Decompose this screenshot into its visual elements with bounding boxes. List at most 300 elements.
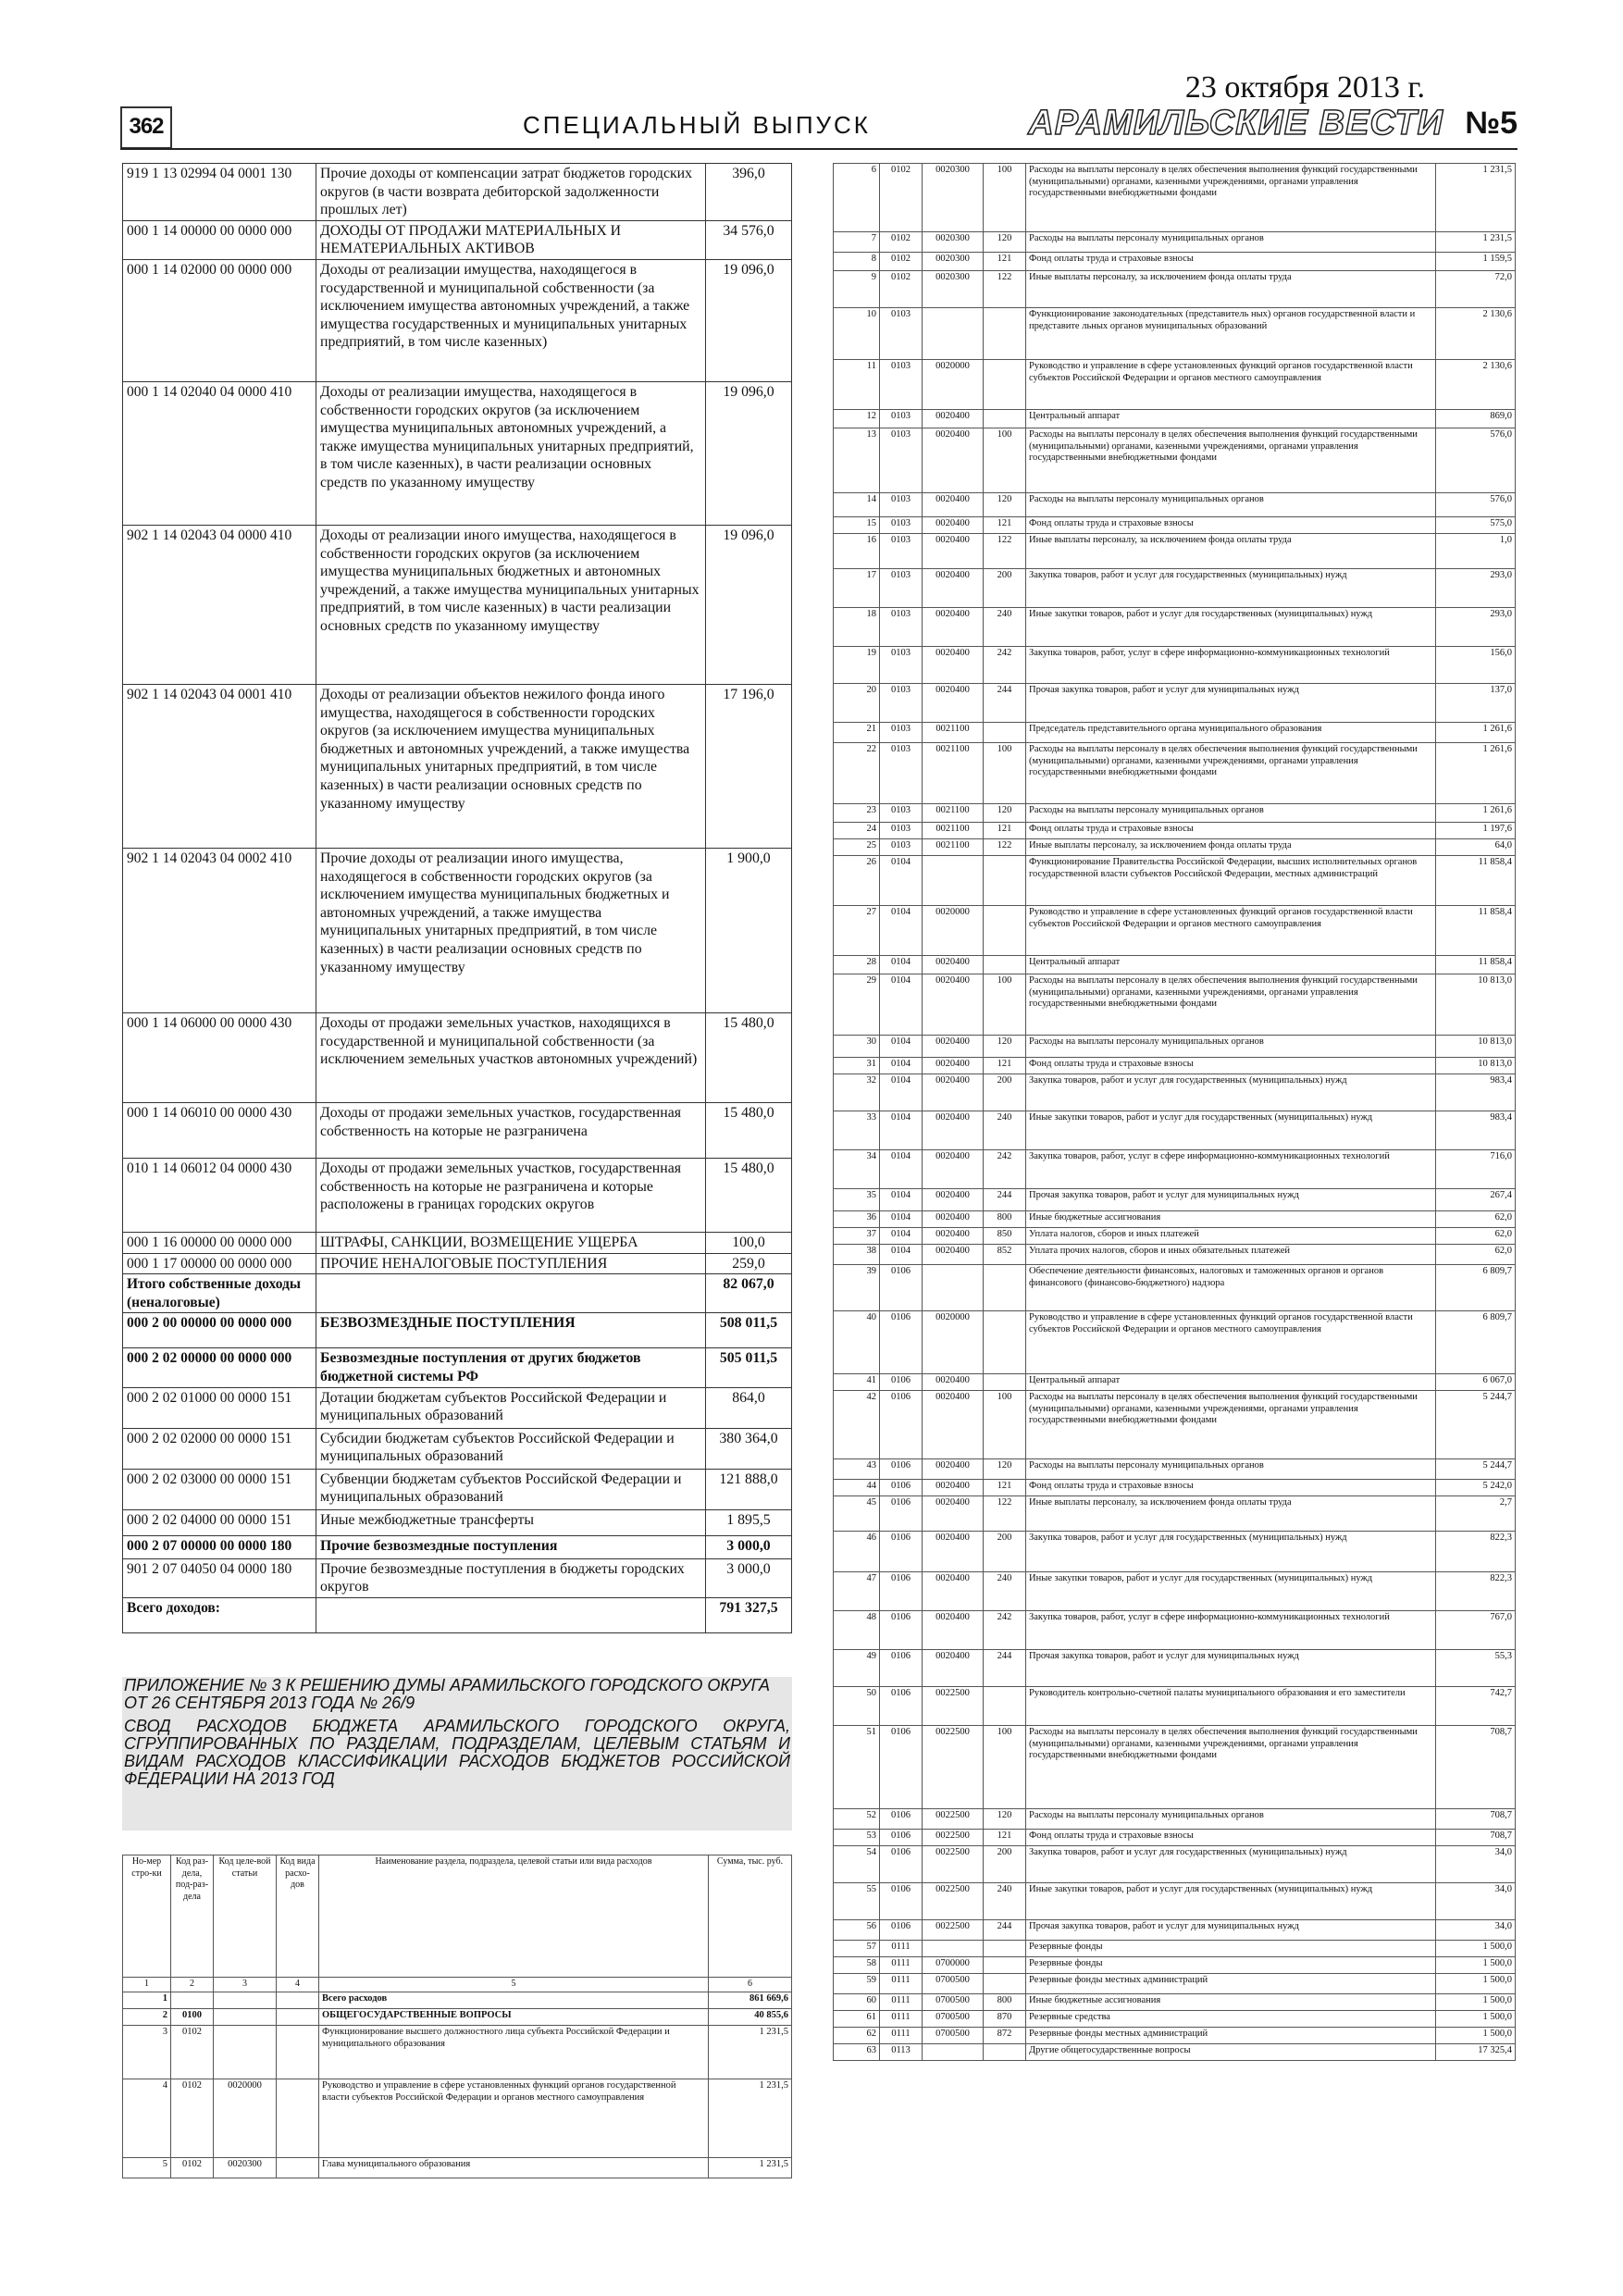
expense-target-code: 0022500 — [923, 1883, 984, 1920]
expense-sum: 822,3 — [1436, 1532, 1516, 1572]
expense-line-no: 52 — [834, 1809, 880, 1830]
expense-name: ОБЩЕГОСУДАРСТВЕННЫЕ ВОПРОСЫ — [319, 2009, 709, 2026]
expense-section-code: 0106 — [880, 1687, 923, 1726]
income-name: Доходы от продажи земельных участков, государственная собственность на которые не разграничена и которые расположены в границах городских округов — [316, 1158, 706, 1232]
income-name: Иные межбюджетные трансферты — [316, 1509, 706, 1535]
income-code: 000 2 00 00000 00 0000 000 — [123, 1313, 316, 1348]
expense-name: Председатель представительного органа муниципального образования — [1026, 723, 1436, 743]
income-sum: 15 480,0 — [706, 1158, 792, 1232]
expense-section-code: 0104 — [880, 1036, 923, 1058]
expense-row — [834, 974, 1516, 1036]
expense-target-code: 0020400 — [923, 517, 984, 534]
expense-sum: 1 500,0 — [1436, 2011, 1516, 2028]
expense-row — [834, 493, 1516, 517]
expense-section-code: 0106 — [880, 1391, 923, 1459]
income-sum: 15 480,0 — [706, 1012, 792, 1102]
expense-sum: 716,0 — [1436, 1150, 1516, 1189]
expense-type-code: 121 — [984, 823, 1026, 839]
expense-line-no: 58 — [834, 1957, 880, 1974]
expense-section-code: 0111 — [880, 1974, 923, 1994]
expense-target-code: 0020400 — [923, 1058, 984, 1074]
expense-target-code: 0020400 — [923, 1496, 984, 1532]
expense-type-code: 100 — [984, 743, 1026, 804]
expense-row — [834, 906, 1516, 956]
expense-name: Обеспечение деятельности финансовых, налоговых и таможенных органов и органов финансового (финансово-бюджетного) надзора — [1026, 1265, 1436, 1311]
expense-row — [834, 1480, 1516, 1496]
expense-target-code: 0020400 — [923, 608, 984, 647]
expense-name: Резервные фонды местных администраций — [1026, 1974, 1436, 1994]
expense-type-code: 240 — [984, 1111, 1026, 1150]
expense-section-code: 0104 — [880, 1245, 923, 1265]
expense-name: Резервные фонды — [1026, 1957, 1436, 1974]
expense-sum: 1 197,6 — [1436, 823, 1516, 839]
income-row — [123, 164, 792, 221]
income-sum: 3 000,0 — [706, 1558, 792, 1597]
expense-row — [834, 1374, 1516, 1391]
income-sum: 15 480,0 — [706, 1102, 792, 1158]
expense-name: Иные бюджетные ассигнования — [1026, 1994, 1436, 2011]
expense-row — [834, 804, 1516, 823]
expense-type-code — [277, 2079, 319, 2158]
expense-target-code: 0020400 — [923, 1374, 984, 1391]
expense-name: Иные выплаты персоналу, за исключением фонда оплаты труда — [1026, 1496, 1436, 1532]
expense-line-no: 4 — [123, 2079, 171, 2158]
expense-type-code — [984, 308, 1026, 360]
income-row — [123, 1102, 792, 1158]
expense-sum: 1,0 — [1436, 534, 1516, 569]
income-row — [123, 525, 792, 684]
expense-section-code: 0106 — [880, 1650, 923, 1687]
expense-row — [834, 647, 1516, 684]
appendix-title: ПРИЛОЖЕНИЕ № 3 К РЕШЕНИЮ ДУМЫ АРАМИЛЬСКОГО ГОРОДСКОГО ОКРУГА ОТ 26 СЕНТЯБРЯ 2013 ГОДА № 26/9 — [124, 1676, 771, 1712]
expense-sum: 869,0 — [1436, 410, 1516, 428]
expense-section-code: 0104 — [880, 956, 923, 974]
expense-row — [123, 2026, 792, 2079]
expense-line-no: 2 — [123, 2009, 171, 2026]
expense-header-cell: Код вида расхо-дов — [277, 1855, 319, 1978]
expense-type-code — [984, 1974, 1026, 1994]
expense-target-code: 0020400 — [923, 1036, 984, 1058]
income-sum: 505 011,5 — [706, 1348, 792, 1387]
expense-section-code: 0104 — [880, 906, 923, 956]
expense-name: Руководитель контрольно-счетной палаты муниципального образования и его заместители — [1026, 1687, 1436, 1726]
expense-name: Закупка товаров, работ и услуг для государственных (муниципальных) нужд — [1026, 1846, 1436, 1883]
expense-section-code: 0103 — [880, 608, 923, 647]
expense-target-code: 0020400 — [923, 1480, 984, 1496]
expense-section-code: 0104 — [880, 1189, 923, 1211]
income-code: 902 1 14 02043 04 0000 410 — [123, 525, 316, 684]
expense-target-code: 0020400 — [923, 428, 984, 493]
expense-section-code: 0106 — [880, 1920, 923, 1941]
expense-sum: 1 500,0 — [1436, 1957, 1516, 1974]
expense-type-code: 100 — [984, 1391, 1026, 1459]
expense-line-no: 13 — [834, 428, 880, 493]
expense-target-code: 0700500 — [923, 1994, 984, 2011]
expense-line-no: 43 — [834, 1459, 880, 1480]
expense-type-code: 121 — [984, 517, 1026, 534]
expense-type-code: 240 — [984, 608, 1026, 647]
expense-section-code: 0103 — [880, 308, 923, 360]
expense-name: Иные закупки товаров, работ и услуг для государственных (муниципальных) нужд — [1026, 1111, 1436, 1150]
income-row — [123, 1428, 792, 1469]
expense-name: Уплата прочих налогов, сборов и иных обязательных платежей — [1026, 1245, 1436, 1265]
income-code: 902 1 14 02043 04 0002 410 — [123, 848, 316, 1012]
expense-type-code: 121 — [984, 253, 1026, 271]
expense-sum: 40 855,6 — [709, 2009, 792, 2026]
expense-sum: 55,3 — [1436, 1650, 1516, 1687]
expense-row — [834, 271, 1516, 308]
expense-target-code: 0020400 — [923, 569, 984, 608]
expense-type-code: 200 — [984, 1074, 1026, 1111]
expense-row — [834, 1532, 1516, 1572]
expense-type-code: 242 — [984, 1611, 1026, 1650]
expense-sum: 708,7 — [1436, 1809, 1516, 1830]
income-sum: 121 888,0 — [706, 1469, 792, 1509]
expense-section-code: 0111 — [880, 1957, 923, 1974]
expense-type-code — [984, 1374, 1026, 1391]
expense-section-code: 0106 — [880, 1809, 923, 1830]
expense-sum: 1 159,5 — [1436, 253, 1516, 271]
expense-row — [834, 1611, 1516, 1650]
expense-target-code: 0020400 — [923, 1211, 984, 1228]
expense-sum: 1 261,6 — [1436, 723, 1516, 743]
expense-target-code: 0020400 — [923, 1611, 984, 1650]
expense-target-code: 0020400 — [923, 647, 984, 684]
expense-target-code — [923, 1265, 984, 1311]
expense-name: Прочая закупка товаров, работ и услуг для муниципальных нужд — [1026, 1189, 1436, 1211]
expense-section-code: 0113 — [880, 2044, 923, 2061]
expense-name: Расходы на выплаты персоналу муниципальных органов — [1026, 1036, 1436, 1058]
expense-name: Закупка товаров, работ, услуг в сфере информационно-коммуникационных технологий — [1026, 1611, 1436, 1650]
income-name: Субсидии бюджетам субъектов Российской Федерации и муниципальных образований — [316, 1428, 706, 1469]
expense-target-code: 0020400 — [923, 493, 984, 517]
expense-colnum-cell: 1 — [123, 1978, 171, 1992]
expense-line-no: 38 — [834, 1245, 880, 1265]
expense-name: Руководство и управление в сфере установленных функций органов государственной власти субъектов Российской Федерации и органов местного самоуправления — [1026, 1311, 1436, 1374]
expense-type-code: 852 — [984, 1245, 1026, 1265]
expense-line-no: 61 — [834, 2011, 880, 2028]
income-name: ДОХОДЫ ОТ ПРОДАЖИ МАТЕРИАЛЬНЫХ И НЕМАТЕРИАЛЬНЫХ АКТИВОВ — [316, 220, 706, 259]
income-code: 000 1 14 02040 04 0000 410 — [123, 381, 316, 525]
expense-sum: 1 500,0 — [1436, 1941, 1516, 1957]
income-row — [123, 684, 792, 848]
expense-type-code: 120 — [984, 493, 1026, 517]
expense-type-code: 121 — [984, 1830, 1026, 1846]
expense-line-no: 32 — [834, 1074, 880, 1111]
expense-sum: 137,0 — [1436, 684, 1516, 723]
expense-section-code: 0106 — [880, 1480, 923, 1496]
expense-name: Руководство и управление в сфере установленных функций органов государственной власти субъектов Российской Федерации и органов местного самоуправления — [319, 2079, 709, 2158]
expense-target-code: 0022500 — [923, 1830, 984, 1846]
income-sum: 380 364,0 — [706, 1428, 792, 1469]
expense-type-code: 200 — [984, 569, 1026, 608]
expense-section-code: 0103 — [880, 823, 923, 839]
expense-type-code — [984, 360, 1026, 410]
expense-target-code: 0021100 — [923, 823, 984, 839]
expense-row — [834, 1036, 1516, 1058]
expense-target-code: 0020400 — [923, 1245, 984, 1265]
expense-line-no: 34 — [834, 1150, 880, 1189]
expense-row — [834, 1265, 1516, 1311]
expense-row — [834, 743, 1516, 804]
expense-line-no: 18 — [834, 608, 880, 647]
expense-type-code — [984, 1265, 1026, 1311]
appendix-block — [122, 1677, 792, 1831]
expense-target-code: 0020400 — [923, 956, 984, 974]
expense-row — [834, 856, 1516, 906]
expense-sum: 2 130,6 — [1436, 360, 1516, 410]
expense-target-code: 0020400 — [923, 1189, 984, 1211]
expense-type-code: 121 — [984, 1480, 1026, 1496]
expense-row — [834, 232, 1516, 253]
expense-target-code: 0700500 — [923, 2011, 984, 2028]
expense-row — [834, 1994, 1516, 2011]
expense-sum: 5 244,7 — [1436, 1391, 1516, 1459]
expense-type-code: 242 — [984, 1150, 1026, 1189]
expense-line-no: 31 — [834, 1058, 880, 1074]
expense-colnum-cell: 5 — [319, 1978, 709, 1992]
income-row — [123, 1158, 792, 1232]
expense-row — [123, 2079, 792, 2158]
expense-sum: 983,4 — [1436, 1111, 1516, 1150]
expense-row — [834, 1245, 1516, 1265]
expense-row — [834, 1391, 1516, 1459]
expense-section-code: 0106 — [880, 1611, 923, 1650]
expense-name: Центральный аппарат — [1026, 1374, 1436, 1391]
expense-name: Фонд оплаты труда и страховые взносы — [1026, 1480, 1436, 1496]
expense-section-code: 0106 — [880, 1496, 923, 1532]
expense-name: Иные закупки товаров, работ и услуг для государственных (муниципальных) нужд — [1026, 1883, 1436, 1920]
expense-section-code: 0102 — [880, 253, 923, 271]
expense-line-no: 11 — [834, 360, 880, 410]
expense-section-code: 0111 — [880, 2011, 923, 2028]
expense-row — [834, 1650, 1516, 1687]
expense-table-right — [833, 163, 1516, 2061]
expense-row — [834, 1496, 1516, 1532]
expense-name: Глава муниципального образования — [319, 2158, 709, 2178]
expense-sum: 708,7 — [1436, 1726, 1516, 1809]
expense-type-code: 120 — [984, 232, 1026, 253]
expense-target-code: 0020300 — [923, 271, 984, 308]
expense-name: Иные закупки товаров, работ и услуг для государственных (муниципальных) нужд — [1026, 608, 1436, 647]
expense-name: Расходы на выплаты персоналу муниципальных органов — [1026, 1809, 1436, 1830]
expense-section-code: 0111 — [880, 1941, 923, 1957]
expense-line-no: 33 — [834, 1111, 880, 1150]
income-row — [123, 1232, 792, 1253]
income-sum: 259,0 — [706, 1253, 792, 1274]
income-sum: 82 067,0 — [706, 1274, 792, 1313]
expense-row — [834, 684, 1516, 723]
expense-row — [834, 360, 1516, 410]
expense-row — [834, 308, 1516, 360]
expense-type-code — [984, 856, 1026, 906]
expense-sum: 62,0 — [1436, 1211, 1516, 1228]
expense-target-code: 0022500 — [923, 1846, 984, 1883]
expense-line-no: 5 — [123, 2158, 171, 2178]
expense-sum: 983,4 — [1436, 1074, 1516, 1111]
expense-line-no: 21 — [834, 723, 880, 743]
expense-type-code: 850 — [984, 1228, 1026, 1245]
expense-target-code: 0020400 — [923, 1650, 984, 1687]
expense-section-code: 0102 — [171, 2158, 214, 2178]
expense-header-cell: Код раз-дела, под-раз-дела — [171, 1855, 214, 1978]
expense-sum: 11 858,4 — [1436, 856, 1516, 906]
expense-section-code: 0103 — [880, 804, 923, 823]
expense-row — [834, 2028, 1516, 2044]
income-row — [123, 1535, 792, 1558]
expense-target-code: 0020400 — [923, 1074, 984, 1111]
expense-row — [834, 1459, 1516, 1480]
income-sum: 19 096,0 — [706, 525, 792, 684]
expense-sum: 576,0 — [1436, 428, 1516, 493]
expense-target-code — [923, 1941, 984, 1957]
expense-sum: 708,7 — [1436, 1830, 1516, 1846]
expense-line-no: 14 — [834, 493, 880, 517]
expense-sum: 6 809,7 — [1436, 1265, 1516, 1311]
income-code: 000 2 02 01000 00 0000 151 — [123, 1387, 316, 1428]
expense-line-no: 59 — [834, 1974, 880, 1994]
expense-target-code: 0020300 — [214, 2158, 277, 2178]
expense-section-code: 0106 — [880, 1726, 923, 1809]
expense-section-code: 0106 — [880, 1311, 923, 1374]
expense-header-cell: Наименование раздела, подраздела, целевой статьи или вида расходов — [319, 1855, 709, 1978]
expense-name: Руководство и управление в сфере установленных функций органов государственной власти субъектов Российской Федерации и органов местного самоуправления — [1026, 360, 1436, 410]
income-sum: 508 011,5 — [706, 1313, 792, 1348]
income-row — [123, 1253, 792, 1274]
expense-line-no: 48 — [834, 1611, 880, 1650]
income-code: 000 2 02 03000 00 0000 151 — [123, 1469, 316, 1509]
income-sum: 1 900,0 — [706, 848, 792, 1012]
expense-row — [834, 1189, 1516, 1211]
expense-type-code: 244 — [984, 1189, 1026, 1211]
expense-line-no: 49 — [834, 1650, 880, 1687]
expense-name: Иные выплаты персоналу, за исключением фонда оплаты труда — [1026, 534, 1436, 569]
income-code: 000 1 14 06010 00 0000 430 — [123, 1102, 316, 1158]
expense-name: Резервные средства — [1026, 2011, 1436, 2028]
expense-name: Резервные фонды местных администраций — [1026, 2028, 1436, 2044]
expense-section-code: 0106 — [880, 1846, 923, 1883]
income-code: 000 1 17 00000 00 0000 000 — [123, 1253, 316, 1274]
expense-type-code — [984, 1957, 1026, 1974]
expense-section-code: 0106 — [880, 1830, 923, 1846]
expense-target-code: 0020400 — [923, 684, 984, 723]
income-sum: 100,0 — [706, 1232, 792, 1253]
expense-type-code: 242 — [984, 647, 1026, 684]
expense-name: Руководство и управление в сфере установленных функций органов государственной власти субъектов Российской Федерации и органов местного самоуправления — [1026, 906, 1436, 956]
expense-row — [834, 1726, 1516, 1809]
expense-sum: 10 813,0 — [1436, 1036, 1516, 1058]
expense-target-code: 0700500 — [923, 2028, 984, 2044]
expense-target-code — [214, 2009, 277, 2026]
expense-target-code: 0020400 — [923, 1150, 984, 1189]
income-code: 000 2 02 02000 00 0000 151 — [123, 1428, 316, 1469]
expense-sum: 267,4 — [1436, 1189, 1516, 1211]
income-row — [123, 381, 792, 525]
expense-type-code: 240 — [984, 1572, 1026, 1611]
expense-sum: 72,0 — [1436, 271, 1516, 308]
expense-sum: 156,0 — [1436, 647, 1516, 684]
income-name: Прочие безвозмездные поступления в бюджеты городских округов — [316, 1558, 706, 1597]
expense-name: Расходы на выплаты персоналу муниципальных органов — [1026, 232, 1436, 253]
expense-name: Функционирование законодательных (представитель ных) органов государственной власти и представите льных органов муниципальных образований — [1026, 308, 1436, 360]
expense-name: Фонд оплаты труда и страховые взносы — [1026, 823, 1436, 839]
expense-section-code: 0104 — [880, 1058, 923, 1074]
expense-name: Расходы на выплаты персоналу в целях обеспечения выполнения функций государственными (муниципальными) органами, казенными учреждениями, органами управления государственными внебюджетными фондами — [1026, 428, 1436, 493]
expense-line-no: 36 — [834, 1211, 880, 1228]
expense-sum: 5 244,7 — [1436, 1459, 1516, 1480]
expense-line-no: 47 — [834, 1572, 880, 1611]
expense-section-code: 0103 — [880, 410, 923, 428]
expense-section-code: 0103 — [880, 723, 923, 743]
expense-section-code: 0106 — [880, 1883, 923, 1920]
expense-row — [834, 2044, 1516, 2061]
expense-name: Иные выплаты персоналу, за исключением фонда оплаты труда — [1026, 271, 1436, 308]
income-name: Доходы от реализации имущества, находящегося в государственной и муниципальной собственности (за исключением имущества автономных учреждений, а также имущества государственных и муниципальных унитарных предприятий, в том числе казенных) — [316, 259, 706, 381]
expense-type-code: 872 — [984, 2028, 1026, 2044]
expense-sum: 1 261,6 — [1436, 743, 1516, 804]
expense-type-code: 122 — [984, 271, 1026, 308]
expense-line-no: 44 — [834, 1480, 880, 1496]
expense-row — [834, 410, 1516, 428]
expense-type-code: 800 — [984, 1994, 1026, 2011]
expense-target-code: 0020400 — [923, 1391, 984, 1459]
expense-type-code: 244 — [984, 684, 1026, 723]
expense-sum: 1 500,0 — [1436, 1994, 1516, 2011]
income-code: 000 1 14 00000 00 0000 000 — [123, 220, 316, 259]
expense-sum: 1 231,5 — [1436, 232, 1516, 253]
expense-sum: 10 813,0 — [1436, 1058, 1516, 1074]
income-row — [123, 1387, 792, 1428]
income-name: Доходы от реализации иного имущества, находящегося в собственности городских округов (за исключением имущества муниципальных бюджетных и автономных учреждений, а также имущества муниципальных унитарных предприятий, в том числе казенных) в части реализации основных средств по указанному имуществу — [316, 525, 706, 684]
expense-section-code: 0103 — [880, 684, 923, 723]
expense-line-no: 6 — [834, 164, 880, 232]
expense-sum: 62,0 — [1436, 1228, 1516, 1245]
expense-row — [834, 723, 1516, 743]
expense-name: Закупка товаров, работ, услуг в сфере информационно-коммуникационных технологий — [1026, 647, 1436, 684]
expense-sum: 861 669,6 — [709, 1992, 792, 2009]
expense-name: Всего расходов — [319, 1992, 709, 2009]
expense-section-code: 0104 — [880, 1211, 923, 1228]
expense-sum: 1 231,5 — [709, 2079, 792, 2158]
expense-section-code: 0100 — [171, 2009, 214, 2026]
income-name: Доходы от продажи земельных участков, находящихся в государственной и муниципальной собственности (за исключением земельных участков автономных учреждений) — [316, 1012, 706, 1102]
expense-type-code — [984, 723, 1026, 743]
income-sum: 1 895,5 — [706, 1509, 792, 1535]
expense-colnum-cell: 6 — [709, 1978, 792, 1992]
expense-type-code — [984, 410, 1026, 428]
expense-row — [834, 1111, 1516, 1150]
expense-line-no: 3 — [123, 2026, 171, 2079]
income-sum: 864,0 — [706, 1387, 792, 1428]
expense-line-no: 45 — [834, 1496, 880, 1532]
expense-row — [834, 534, 1516, 569]
expense-line-no: 37 — [834, 1228, 880, 1245]
expense-sum: 576,0 — [1436, 493, 1516, 517]
expense-sum: 62,0 — [1436, 1245, 1516, 1265]
expense-type-code: 122 — [984, 534, 1026, 569]
expense-target-code: 0020000 — [923, 1311, 984, 1374]
expense-section-code: 0111 — [880, 2028, 923, 2044]
expense-type-code — [984, 2044, 1026, 2061]
expense-section-code: 0103 — [880, 517, 923, 534]
income-name — [316, 1274, 706, 1313]
income-row — [123, 220, 792, 259]
income-row — [123, 1012, 792, 1102]
expense-target-code: 0021100 — [923, 839, 984, 856]
expense-section-code: 0106 — [880, 1265, 923, 1311]
expense-name: Иные бюджетные ассигнования — [1026, 1211, 1436, 1228]
expense-line-no: 30 — [834, 1036, 880, 1058]
